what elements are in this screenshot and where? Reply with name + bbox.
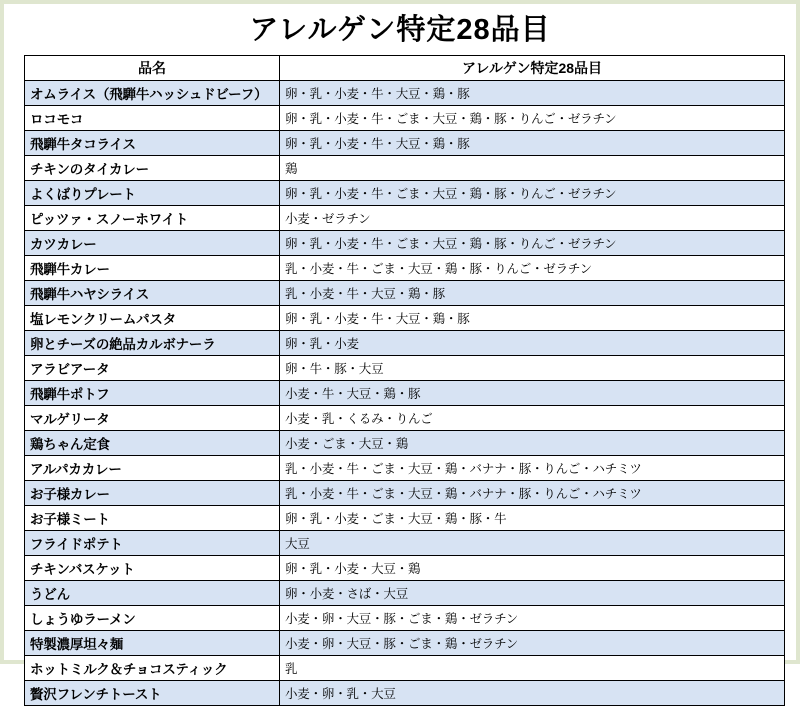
cell-item-name: ピッツァ・スノーホワイト <box>25 206 280 231</box>
table-row <box>25 606 785 631</box>
cell-item-name: フライドポテト <box>25 531 280 556</box>
cell-item-name: 飛騨牛ハヤシライス <box>25 281 280 306</box>
table-row <box>25 281 785 306</box>
table-row <box>25 106 785 131</box>
table-row <box>25 231 785 256</box>
cell-item-name: うどん <box>25 581 280 606</box>
cell-item-name: ホットミルク＆チョコスティック <box>25 656 280 681</box>
cell-item-name: 贅沢フレンチトースト <box>25 681 280 706</box>
cell-item-name: お子様ミート <box>25 506 280 531</box>
cell-item-name: ロコモコ <box>25 106 280 131</box>
cell-allergens: 小麦・卵・大豆・豚・ごま・鶏・ゼラチン <box>280 631 785 656</box>
cell-allergens: 乳・小麦・牛・大豆・鶏・豚 <box>280 281 785 306</box>
table-row <box>25 181 785 206</box>
cell-item-name: 飛騨牛カレー <box>25 256 280 281</box>
table-row <box>25 656 785 681</box>
table-row <box>25 81 785 106</box>
cell-item-name: よくばりプレート <box>25 181 280 206</box>
cell-allergens: 卵・乳・小麦・牛・ごま・大豆・鶏・豚・りんご・ゼラチン <box>280 181 785 206</box>
cell-item-name: チキンのタイカレー <box>25 156 280 181</box>
allergen-table <box>24 55 785 706</box>
cell-allergens: 卵・乳・小麦・牛・大豆・鶏・豚 <box>280 306 785 331</box>
table-row <box>25 356 785 381</box>
table-container <box>4 55 796 706</box>
cell-allergens: 小麦・卵・大豆・豚・ごま・鶏・ゼラチン <box>280 606 785 631</box>
page-title: アレルゲン特定28品目 <box>249 14 551 46</box>
cell-allergens: 小麦・ごま・大豆・鶏 <box>280 431 785 456</box>
table-row <box>25 531 785 556</box>
cell-item-name: オムライス（飛騨牛ハッシュドビーフ） <box>25 81 280 106</box>
cell-item-name: 特製濃厚坦々麺 <box>25 631 280 656</box>
cell-allergens: 乳・小麦・牛・ごま・大豆・鶏・バナナ・豚・りんご・ハチミツ <box>280 456 785 481</box>
cell-allergens: 乳 <box>280 656 785 681</box>
cell-allergens: 大豆 <box>280 531 785 556</box>
table-row <box>25 506 785 531</box>
table-row <box>25 156 785 181</box>
cell-allergens: 乳・小麦・牛・ごま・大豆・鶏・豚・りんご・ゼラチン <box>280 256 785 281</box>
table-row <box>25 681 785 706</box>
cell-item-name: カツカレー <box>25 231 280 256</box>
table-row <box>25 131 785 156</box>
column-header-allergens: アレルゲン特定28品目 <box>280 56 785 81</box>
table-row <box>25 631 785 656</box>
cell-allergens: 乳・小麦・牛・ごま・大豆・鶏・バナナ・豚・りんご・ハチミツ <box>280 481 785 506</box>
cell-item-name: アラビアータ <box>25 356 280 381</box>
cell-allergens: 卵・乳・小麦・ごま・大豆・鶏・豚・牛 <box>280 506 785 531</box>
table-body <box>25 81 785 706</box>
cell-item-name: 塩レモンクリームパスタ <box>25 306 280 331</box>
cell-item-name: 鶏ちゃん定食 <box>25 431 280 456</box>
table-row <box>25 431 785 456</box>
table-row <box>25 206 785 231</box>
cell-allergens: 卵・牛・豚・大豆 <box>280 356 785 381</box>
cell-allergens: 卵・乳・小麦 <box>280 331 785 356</box>
cell-allergens: 卵・乳・小麦・牛・大豆・鶏・豚 <box>280 81 785 106</box>
cell-allergens: 小麦・ゼラチン <box>280 206 785 231</box>
cell-item-name: お子様カレー <box>25 481 280 506</box>
cell-item-name: 飛騨牛タコライス <box>25 131 280 156</box>
column-header-name: 品名 <box>25 56 280 81</box>
cell-item-name: マルゲリータ <box>25 406 280 431</box>
cell-item-name: 飛騨牛ポトフ <box>25 381 280 406</box>
cell-allergens: 小麦・乳・くるみ・りんご <box>280 406 785 431</box>
table-row <box>25 306 785 331</box>
table-row <box>25 556 785 581</box>
cell-allergens: 小麦・牛・大豆・鶏・豚 <box>280 381 785 406</box>
cell-allergens: 卵・小麦・さば・大豆 <box>280 581 785 606</box>
cell-allergens: 卵・乳・小麦・大豆・鶏 <box>280 556 785 581</box>
cell-item-name: しょうゆラーメン <box>25 606 280 631</box>
cell-allergens: 鶏 <box>280 156 785 181</box>
cell-item-name: アルパカカレー <box>25 456 280 481</box>
cell-item-name: チキンバスケット <box>25 556 280 581</box>
table-header <box>25 56 785 81</box>
cell-item-name: 卵とチーズの絶品カルボナーラ <box>25 331 280 356</box>
table-row <box>25 331 785 356</box>
table-row <box>25 381 785 406</box>
table-row <box>25 256 785 281</box>
table-header-row <box>25 56 785 81</box>
cell-allergens: 卵・乳・小麦・牛・ごま・大豆・鶏・豚・りんご・ゼラチン <box>280 106 785 131</box>
cell-allergens: 小麦・卵・乳・大豆 <box>280 681 785 706</box>
cell-allergens: 卵・乳・小麦・牛・ごま・大豆・鶏・豚・りんご・ゼラチン <box>280 231 785 256</box>
table-row <box>25 406 785 431</box>
table-row <box>25 581 785 606</box>
table-row <box>25 481 785 506</box>
table-row <box>25 456 785 481</box>
cell-allergens: 卵・乳・小麦・牛・大豆・鶏・豚 <box>280 131 785 156</box>
